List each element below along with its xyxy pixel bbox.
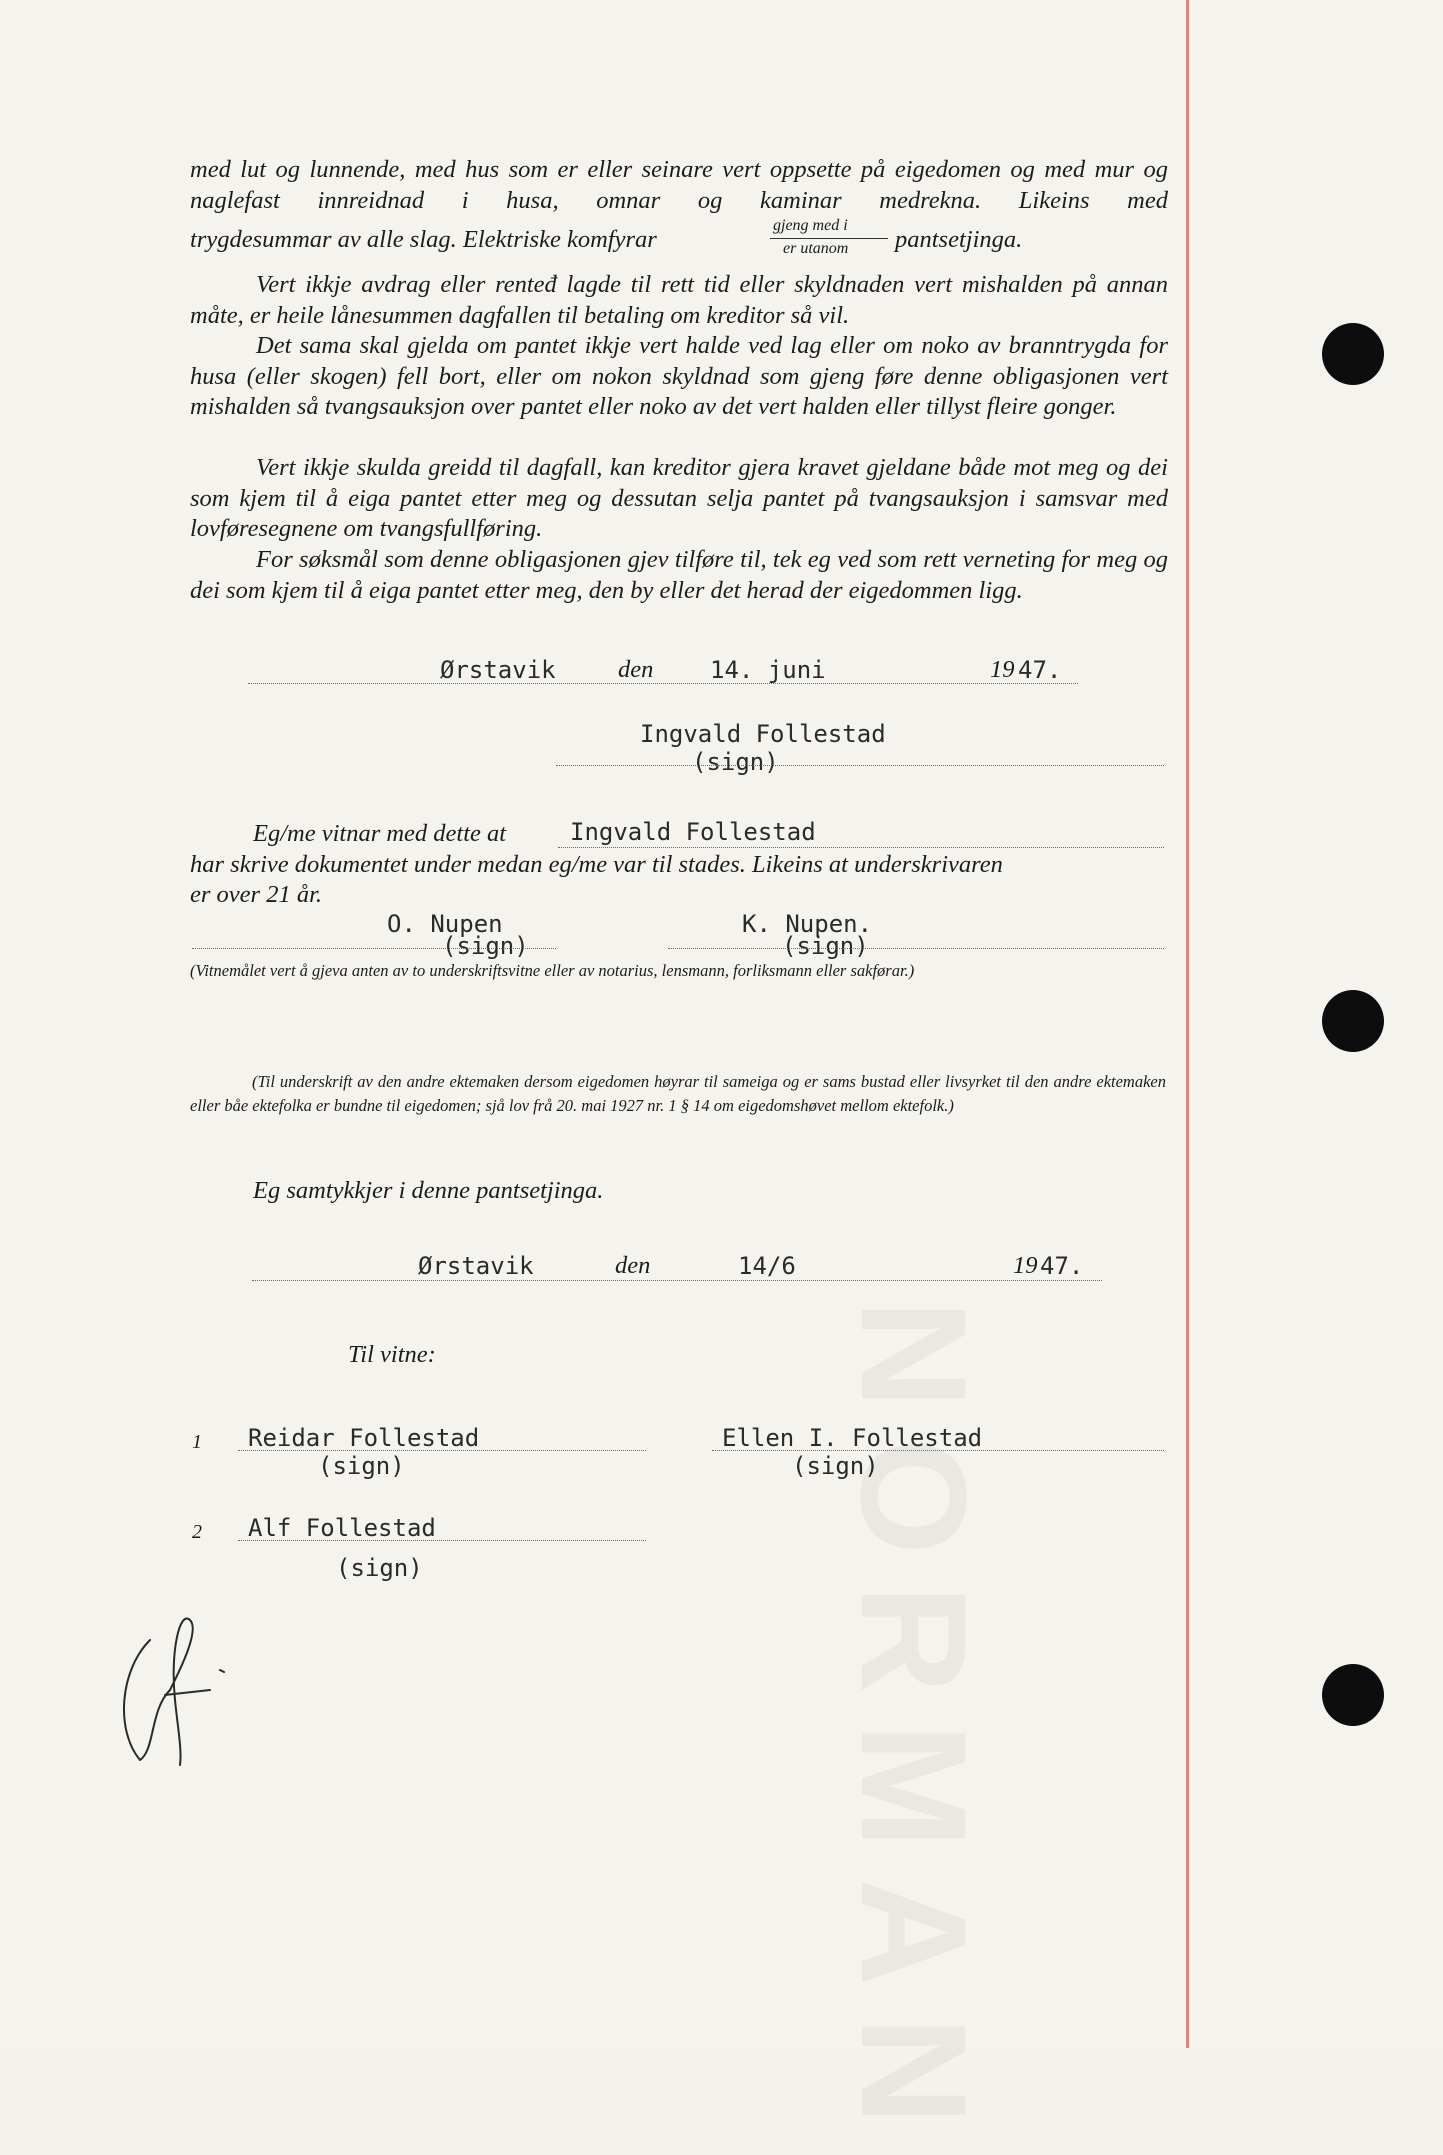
spouse-line [712, 1450, 1164, 1451]
consent-witness-2-sign: (sign) [336, 1554, 423, 1582]
fraction-top: gjeng med i [773, 217, 848, 234]
date2-den: den [615, 1252, 651, 1279]
witness-statement-line3: er over 21 år. [190, 881, 323, 908]
witness-1-sign: (sign) [442, 932, 529, 960]
witness-statement-line [558, 847, 1164, 848]
consent-witness-1-line [238, 1450, 646, 1451]
consent-witness-2-line [238, 1540, 646, 1541]
date-line-2 [252, 1280, 1102, 1281]
spouse-sign: (sign) [792, 1452, 879, 1480]
consent-text: Eg samtykkjer i denne pantsetjinga. [253, 1177, 604, 1204]
margin-line [1186, 0, 1189, 2048]
date1-date: 14. juni [710, 656, 826, 684]
komfyrar-line-prefix: trygdesummar av alle slag. Elektriske komfyrar [190, 226, 657, 253]
consent-witness-2-number: 2 [192, 1521, 202, 1543]
date2-year-prefix: 19 [1013, 1252, 1038, 1279]
binder-hole-middle [1322, 990, 1384, 1052]
consent-witness-2-name: Alf Follestad [248, 1514, 436, 1542]
signer-sign: (sign) [692, 748, 779, 776]
paragraph-soksmal: For søksmål som denne obligasjonen gjev tilføre til, tek eg ved som rett verneting for meg og dei som kjem til å eiga pantet etter meg, den by eller det herad der eigedommen ligg. [190, 546, 1168, 604]
date1-year-prefix: 19 [990, 656, 1015, 683]
binder-hole-top [1322, 323, 1384, 385]
witness-1-name: O. Nupen [387, 910, 503, 938]
paragraph-pantet: Det sama skal gjelda om pantet ikkje vert halde ved lag eller om noko av branntrygda for husa (eller skogen) fell bort, eller om nokon skyldnad som gjeng føre denne obligasjonen vert mishalden så tvangsauksjon over pantet eller noko av det vert halden eller tillyst fleire gonger. [190, 332, 1168, 421]
paragraph-skulda: Vert ikkje skulda greidd til dagfall, kan kreditor gjera kravet gjeldane både mot meg og dei som kjem til å eiga pantet etter meg og dessutan selja pantet på tvangsauksjon i samsvar med lovføresegnene om tvangsfullføring. [190, 454, 1168, 543]
witness-statement-line2: har skrive dokumentet under medan eg/me var til stades. Likeins at underskrivaren [190, 851, 1003, 878]
fraction-bar [770, 238, 888, 239]
witness-statement-name: Ingvald Follestad [570, 818, 816, 846]
note-witness: (Vitnemålet vert å gjeva anten av to underskriftsvitne eller av notarius, lensmann, forliksmann eller sakførar.) [190, 961, 915, 980]
witness-statement-prefix: Eg/me vitnar med dette at [253, 820, 507, 847]
consent-witness-1-name: Reidar Follestad [248, 1424, 480, 1452]
witness-1-line [192, 948, 556, 949]
consent-witness-1-sign: (sign) [318, 1452, 405, 1480]
paragraph-avdrag: Vert ikkje avdrag eller renteđ lagde til rett tid eller skyldnaden vert mishalden på annan måte, er heile lånesummen dagfallen til betaling om kreditor så vil. [190, 271, 1168, 329]
handwritten-initials [110, 1610, 260, 1770]
signer-name: Ingvald Follestad [640, 720, 886, 748]
witness-2-name: K. Nupen. [742, 910, 873, 938]
witness-2-line [668, 948, 1164, 949]
date-line-1 [248, 683, 1078, 684]
fraction-bottom: er utanom [783, 240, 849, 257]
date1-year: 47. [1018, 656, 1062, 684]
spouse-name: Ellen I. Follestad [722, 1424, 983, 1452]
til-vitne-label: Til vitne: [348, 1341, 436, 1368]
date2-date: 14/6 [738, 1252, 796, 1280]
date1-den: den [618, 656, 654, 683]
paragraph-property: med lut og lunnende, med hus som er eller seinare vert oppsette på eigedomen og med mur og naglefast innreidnad i husa, omnar og kaminar medrekna. Likeins med [190, 156, 1168, 214]
date2-place: Ørstavik [418, 1252, 534, 1280]
date1-place: Ørstavik [440, 656, 556, 684]
signer-line [556, 765, 1164, 766]
witness-2-sign: (sign) [782, 932, 869, 960]
date2-year: 47. [1040, 1252, 1084, 1280]
consent-witness-1-number: 1 [192, 1431, 202, 1453]
komfyrar-line-suffix: pantsetjinga. [895, 226, 1023, 253]
note-spouse: (Til underskrift av den andre ektemaken dersom eigedomen høyrar til sameiga og er sams bustad eller livsyrket til den andre ektemaken eller båe ektefolka er bundne til eigedomen; sjå lov frå 20. mai 1927 nr. 1 § 14 om eigedomshøvet mellom ektefolk.) [190, 1072, 1166, 1115]
binder-hole-bottom [1322, 1664, 1384, 1726]
